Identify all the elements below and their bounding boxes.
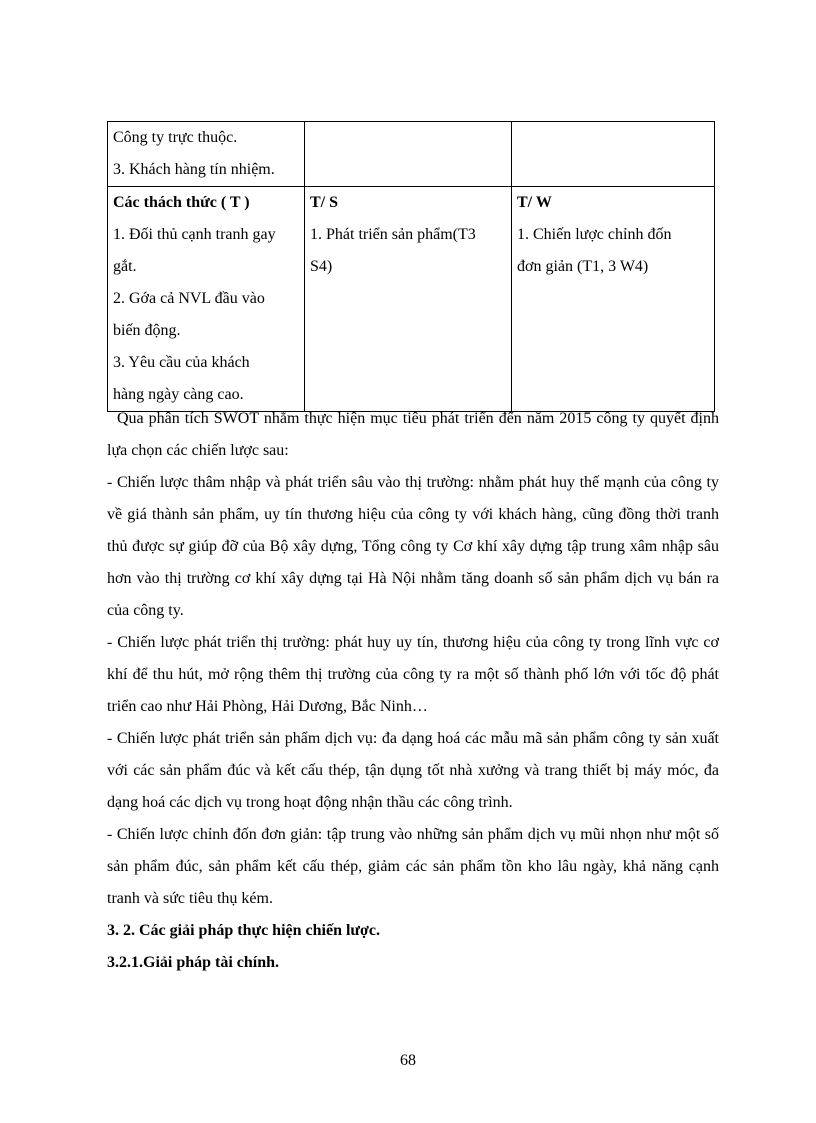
cell-title: Các thách thức ( T ) — [113, 194, 250, 211]
table-cell — [305, 187, 512, 412]
cell-line: Công ty trực thuộc. — [113, 129, 238, 146]
body-text — [107, 403, 719, 979]
page-number: 68 — [400, 1052, 416, 1069]
cell-line: 3. Yêu cầu của khách — [113, 354, 250, 371]
table-cell — [108, 122, 305, 187]
table-row — [108, 187, 715, 412]
cell-line: 1. Phát triển sản phẩm(T3 — [310, 226, 476, 243]
paragraph: - Chiến lược chỉnh đốn đơn giản: tập trung vào những sản phẩm dịch vụ mũi nhọn như một số sản phẩm đúc, sản phẩm kết cấu thép, giảm các sản phẩm tồn kho lâu ngày, khả năng cạnh tranh và sức tiêu thụ kém. — [107, 826, 719, 907]
swot-table — [107, 121, 715, 412]
subsection-heading: 3.2.1.Giải pháp tài chính. — [107, 954, 280, 971]
paragraph: - Chiến lược phát triển thị trường: phát huy uy tín, thương hiệu của công ty trong lĩnh vực cơ khí để thu hút, mở rộng thêm thị trường của công ty ra một số thành phố lớn với tốc độ phát triển cao như Hải Phòng, Hải Dương, Bắc Ninh… — [107, 634, 719, 715]
cell-line: 2. Gớa cả NVL đầu vào — [113, 290, 265, 307]
paragraph: - Chiến lược thâm nhập và phát triển sâu vào thị trường: nhằm phát huy thế mạnh của công ty về giá thành sản phẩm, uy tín thương hiệu của công ty với khách hàng, cũng đồng thời tranh thủ được sự giúp đỡ của Bộ xây dựng, Tổng công ty Cơ khí xây dựng tập trung xâm nhập sâu hơn vào thị trường cơ khí xây dựng tại Hà Nội nhằm tăng doanh số sản phẩm dịch vụ bán ra của công ty. — [107, 474, 719, 619]
table-cell — [305, 122, 512, 187]
table-cell — [512, 122, 715, 187]
cell-line: biến động. — [113, 322, 181, 339]
cell-line: 1. Đối thủ cạnh tranh gay — [113, 226, 276, 243]
paragraph: - Chiến lược phát triển sản phẩm dịch vụ: đa dạng hoá các mẫu mã sản phẩm công ty sản xuất với các sản phẩm đúc và kết cấu thép, tận dụng tốt nhà xưởng và trang thiết bị máy móc, đa dạng hoá các dịch vụ trong hoạt động nhận thầu các công trình. — [107, 730, 719, 811]
cell-title: T/ W — [517, 194, 552, 211]
table-row — [108, 122, 715, 187]
cell-line: 3. Khách hàng tín nhiệm. — [113, 161, 275, 178]
cell-line: S4) — [310, 258, 333, 275]
paragraph: Qua phân tích SWOT nhằm thực hiện mục tiêu phát triển đến năm 2015 công ty quyết định lựa chọn các chiến lược sau: — [107, 410, 719, 459]
cell-line: 1. Chiến lược chỉnh đốn — [517, 226, 672, 243]
section-heading: 3. 2. Các giải pháp thực hiện chiến lược. — [107, 922, 380, 939]
cell-line: hàng ngày càng cao. — [113, 386, 244, 403]
cell-line: gắt. — [113, 258, 137, 275]
table-cell — [512, 187, 715, 412]
cell-title: T/ S — [310, 194, 339, 211]
table-cell — [108, 187, 305, 412]
cell-line: đơn giản (T1, 3 W4) — [517, 258, 649, 275]
